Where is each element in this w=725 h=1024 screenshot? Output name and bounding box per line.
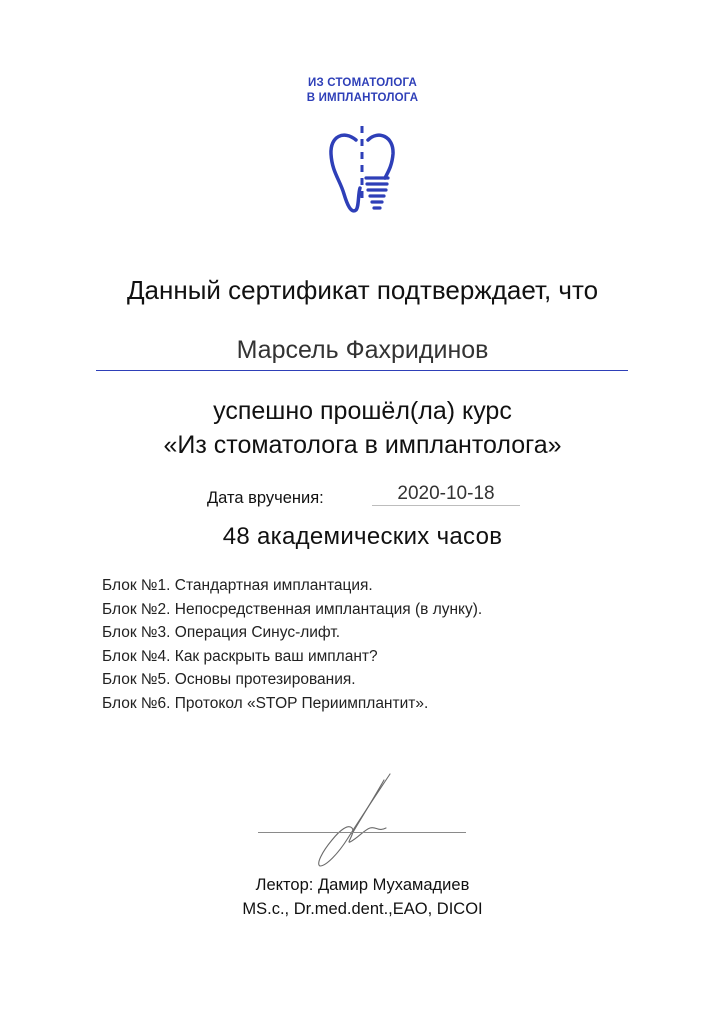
course-blocks-list	[102, 574, 482, 716]
tooth-implant-icon	[322, 122, 402, 222]
logo-line-2: В ИМПЛАНТОЛОГА	[306, 92, 419, 104]
course-intro: успешно прошёл(ла) курс	[213, 397, 512, 425]
list-item: Блок №3. Операция Синус-лифт.	[102, 624, 341, 642]
course-name: «Из стоматолога в имплантолога»	[163, 431, 562, 459]
recipient-underline	[96, 370, 628, 371]
signature	[300, 768, 430, 878]
lecturer-credentials: MS.c., Dr.med.dent.,EAO, DICOI	[242, 900, 483, 918]
lecturer-name: Лектор: Дамир Мухамадиев	[255, 876, 470, 894]
list-item: Блок №1. Стандартная имплантация.	[102, 577, 373, 594]
logo-text	[0, 76, 725, 106]
list-item: Блок №2. Непосредственная имплантация (в лунку).	[102, 600, 483, 618]
date-label: Дата вручения:	[207, 489, 324, 507]
confirm-text: Данный сертификат подтверждает, что	[126, 275, 599, 305]
list-item: Блок №5. Основы протезирования.	[102, 671, 356, 689]
logo-line-1: ИЗ СТОМАТОЛОГА	[308, 77, 417, 89]
recipient-name: Марсель Фахридинов	[236, 336, 489, 364]
list-item: Блок №6. Протокол «STOP Периимплантит».	[102, 694, 429, 712]
date-underline	[372, 505, 520, 506]
date-value: 2020-10-18	[397, 483, 495, 504]
signature-line	[258, 832, 466, 833]
list-item: Блок №4. Как раскрыть ваш имплант?	[102, 647, 378, 665]
academic-hours: 48 академических часов	[222, 523, 503, 550]
